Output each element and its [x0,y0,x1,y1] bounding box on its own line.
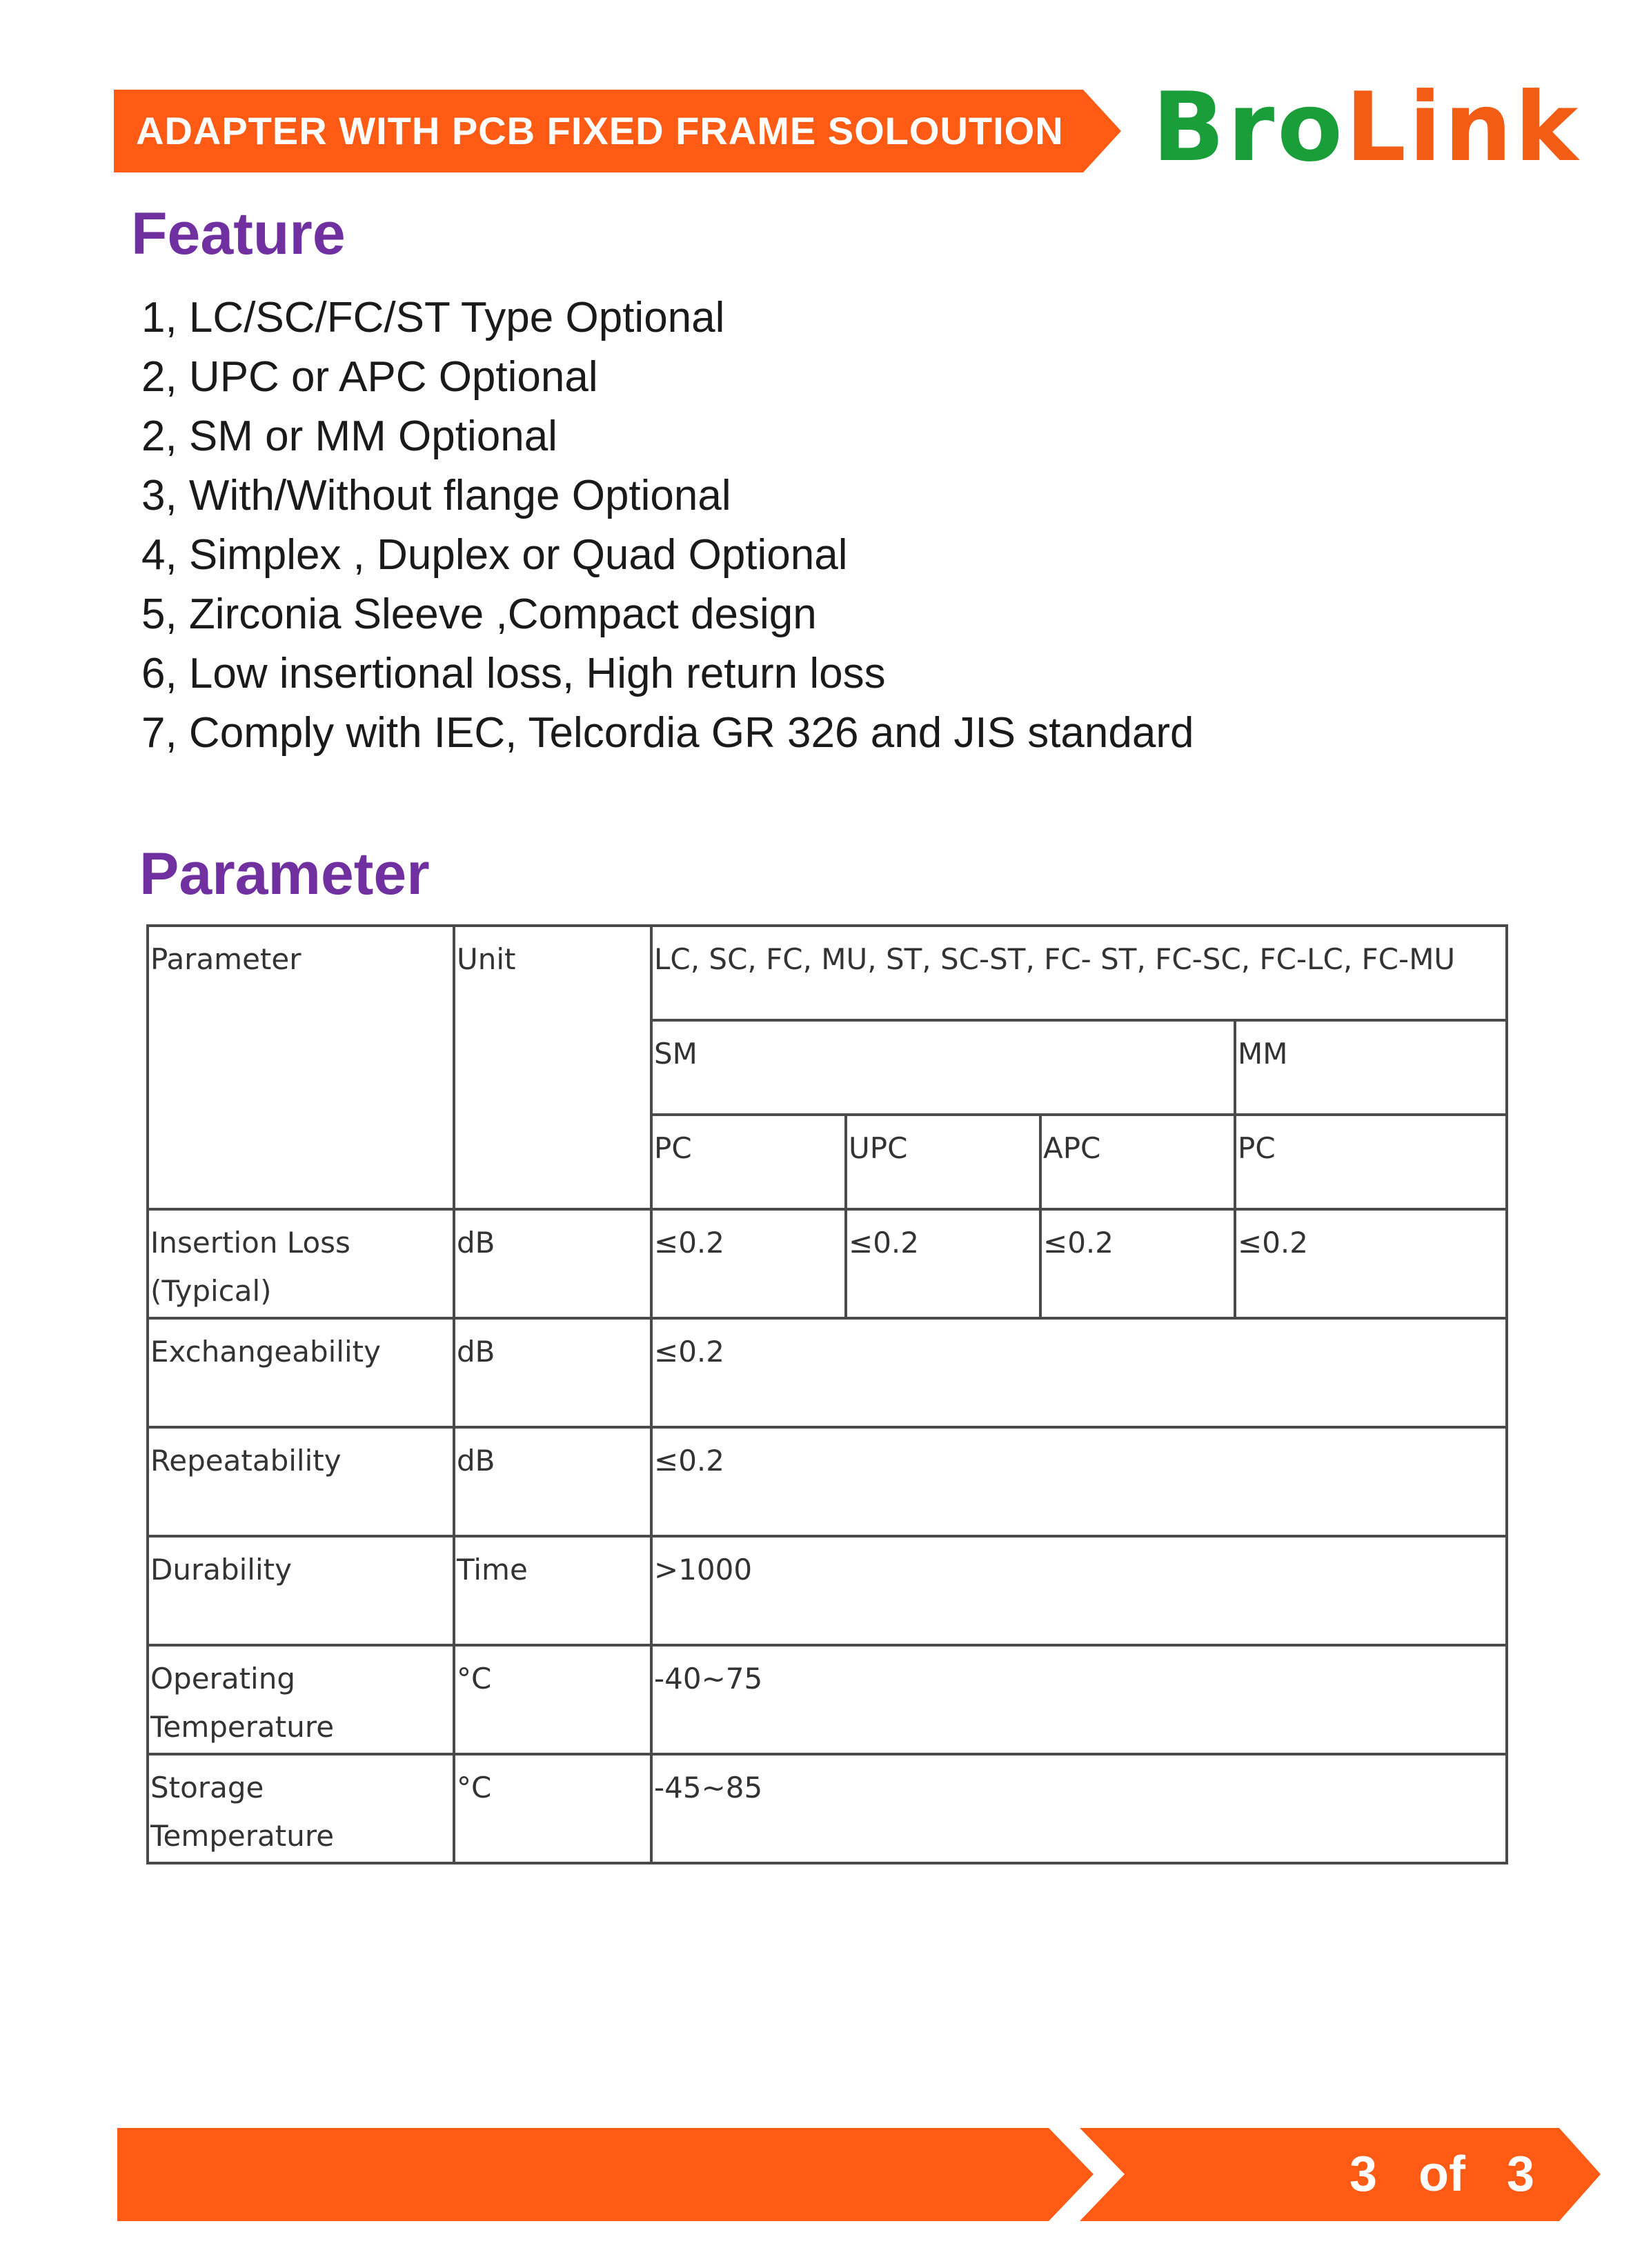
header-unit: Unit [454,926,651,1209]
table-row [148,1318,1507,1427]
page-number: 3 of 3 [1349,2147,1535,2202]
feature-item: 2, UPC or APC Optional [141,353,598,401]
feature-item: 5, Zirconia Sleeve ,Compact design [141,590,817,638]
table-row [148,926,1507,1020]
row-unit: Time [454,1536,651,1645]
header-connector-types: LC, SC, FC, MU, ST, SC-ST, FC- ST, FC-SC, FC-LC, FC-MU [651,926,1507,1020]
feature-title: Feature [131,201,346,267]
row-name: Repeatability [148,1427,454,1536]
row-value-mm-pc: ≤0.2 [1235,1209,1507,1318]
table-row [148,1427,1507,1536]
row-name: Exchangeability [148,1318,454,1427]
table-row [148,1754,1507,1863]
parameter-table [146,924,1508,1864]
row-value: -40~75 [651,1645,1507,1754]
row-unit: °C [454,1645,651,1754]
logo-part1: Bro [1152,72,1346,183]
row-value: -45~85 [651,1754,1507,1863]
row-value: ≤0.2 [651,1427,1507,1536]
header-apc: APC [1040,1115,1235,1209]
table-row [148,1536,1507,1645]
row-value-upc: ≤0.2 [846,1209,1040,1318]
header-sm: SM [651,1020,1235,1115]
row-value-apc: ≤0.2 [1040,1209,1235,1318]
table-row [148,1209,1507,1318]
parameter-title: Parameter [139,841,430,907]
row-name: Storage Temperature [148,1754,454,1863]
feature-item: 1, LC/SC/FC/ST Type Optional [141,294,725,341]
row-unit: °C [454,1754,651,1863]
row-unit: dB [454,1209,651,1318]
banner-title: ADAPTER WITH PCB FIXED FRAME SOLOUTION [136,109,1064,152]
row-value-pc: ≤0.2 [651,1209,846,1318]
footer-banner [117,2128,1601,2221]
feature-list [141,288,1194,763]
header-pc: PC [651,1115,846,1209]
row-name: Insertion Loss (Typical) [148,1209,454,1318]
row-unit: dB [454,1318,651,1427]
header-mm-pc: PC [1235,1115,1507,1209]
row-name: Durability [148,1536,454,1645]
header-parameter: Parameter [148,926,454,1209]
feature-item: 6, Low insertional loss, High return loss [141,650,886,697]
header-upc: UPC [846,1115,1040,1209]
row-name: Operating Temperature [148,1645,454,1754]
row-unit: dB [454,1427,651,1536]
header-mm: MM [1235,1020,1507,1115]
feature-item: 7, Comply with IEC, Telcordia GR 326 and JIS standard [141,709,1194,757]
logo-part2: Link [1345,72,1581,183]
brolink-logo [1152,72,1581,183]
row-value: ≤0.2 [651,1318,1507,1427]
row-value: >1000 [651,1536,1507,1645]
table-row [148,1645,1507,1754]
feature-item: 4, Simplex , Duplex or Quad Optional [141,531,848,579]
title-banner [114,90,1121,172]
feature-item: 2, SM or MM Optional [141,412,557,460]
feature-item: 3, With/Without flange Optional [141,472,731,519]
